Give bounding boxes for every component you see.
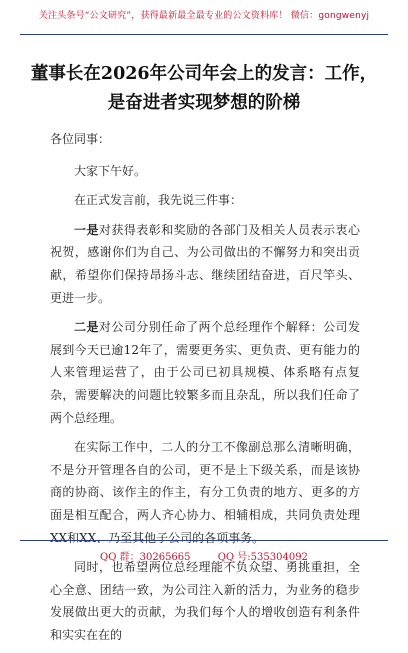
- paragraph-text: 大家下午好。: [74, 163, 147, 178]
- document-title: 董事长在2026年公司年会上的发言：工作，是奋进者实现梦想的阶梯: [30, 64, 378, 113]
- paragraph-3: [50, 219, 360, 309]
- paragraph-text: 同时，也希望两位总经理能不负众望、勇挑重担，全心全意、团结一致，为公司注入新的活力，为业务的稳步发展做出更大的贡献，为我们每个人的增收创造有利条件和实实在在的: [50, 560, 360, 642]
- header-divider: [20, 34, 388, 35]
- greeting: 各位同事：: [50, 132, 111, 146]
- paragraph-text: 对获得表彰和奖励的各部门及相关人员表示衷心祝贺，感谢你们为自己、为公司做出的不懈努力和突出贡献，希望你们保持昂扬斗志、继续团结奋进，百尺竿头、更进一步。: [50, 222, 360, 305]
- paragraph-text: 在实际工作中，二人的分工不像副总那么清晰明确，不是分开管理各自的公司，更不是上下级关系，而是该协商的协商、该作主的作主，有分工负责的地方、更多的方面是相互配合，两人齐心协力、相辅相成，共同负责处理XX和XX、乃至其他子公司的各项事务。: [50, 440, 360, 545]
- paragraph-6: [50, 556, 360, 646]
- paragraph-lead: 二是: [74, 320, 99, 335]
- footer-qq-group: QQ 群：30265665: [100, 552, 191, 563]
- header-banner: 关注头条号“公文研究”，获得最新最全最专业的公文资料库！ 微信：gongwenyj: [38, 11, 370, 21]
- paragraph-lead: 一是: [74, 222, 99, 237]
- paragraph-4: [50, 316, 360, 429]
- footer-qq-number: QQ 号:535304092: [217, 552, 308, 563]
- paragraph-text: 对公司分别任命了两个总经理作个解释：公司发展到今天已逾12年了，需要更务实、更负责、更有能力的人来管理运营了，由于公司已初具规模、体系略有点复杂，需要解决的问题比较繁多而且杂乱，所以我们任命了两个总经理。: [50, 320, 360, 425]
- paragraph-text: 在正式发言前，我先说三件事：: [74, 193, 243, 208]
- paragraph-5: [50, 436, 360, 549]
- paragraph-1: [50, 160, 360, 183]
- footer-divider: [20, 540, 388, 541]
- document-body: [50, 128, 360, 653]
- paragraph-2: [50, 189, 360, 212]
- footer: [0, 548, 408, 563]
